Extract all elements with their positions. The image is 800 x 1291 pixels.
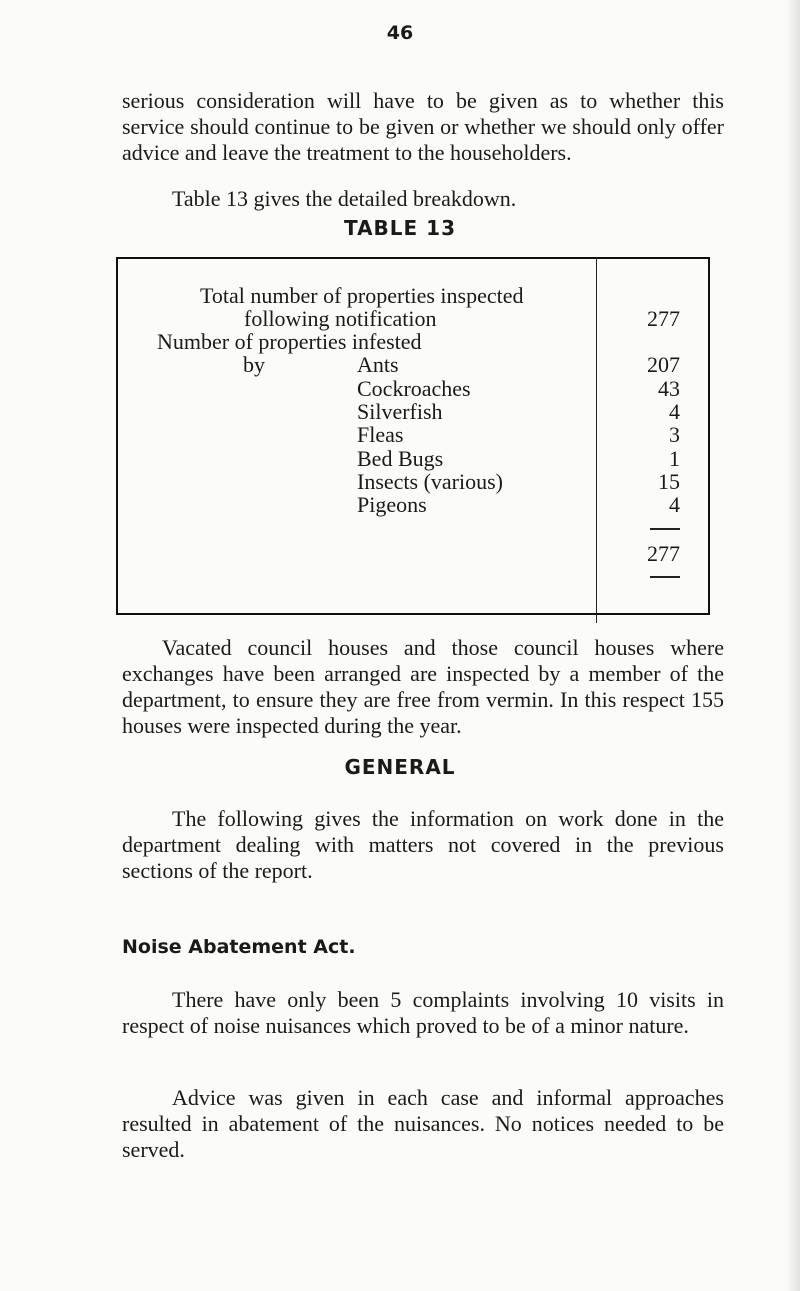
- intro-paragraph: serious consideration will have to be given as to whether this service should continue to be given or whether we should only offer advice and leave the treatment to the householders.: [122, 88, 724, 165]
- pest-value-pigeons: 4: [669, 492, 680, 517]
- pest-value-ants: 207: [647, 352, 680, 377]
- page-edge-shadow: [786, 0, 800, 1291]
- row-total-label-line2: following notification: [244, 306, 437, 331]
- row-total-value: 277: [647, 306, 680, 331]
- pest-name-silverfish: Silverfish: [357, 399, 443, 424]
- noise-paragraph-2: Advice was given in each case and informal approaches resulted in abatement of the nuisances. No notices needed to be served.: [122, 1085, 724, 1162]
- vacated-paragraph: Vacated council houses and those council houses where exchanges have been arranged are inspected by a member of the department, to ensure they are free from vermin. In this respect 155 houses were inspected during the year.: [122, 635, 724, 738]
- pest-value-insects: 15: [658, 469, 680, 494]
- noise-paragraph-1: There have only been 5 complaints involving 10 visits in respect of noise nuisances which proved to be of a minor nature.: [122, 987, 724, 1038]
- pest-name-cockroaches: Cockroaches: [357, 376, 471, 401]
- pest-value-fleas: 3: [669, 422, 680, 447]
- table-intro-text: Table 13 gives the detailed breakdown.: [172, 186, 517, 211]
- pest-value-cockroaches: 43: [658, 376, 680, 401]
- pest-name-bed-bugs: Bed Bugs: [357, 446, 444, 471]
- noise-heading: Noise Abatement Act.: [122, 936, 356, 958]
- table-title: TABLE 13: [343, 216, 456, 240]
- by-label: by: [243, 352, 265, 377]
- pest-name-insects: Insects (various): [357, 469, 504, 494]
- row-total-label-line1: Total number of properties inspected: [200, 283, 524, 308]
- sum-total-value: 277: [647, 541, 680, 566]
- general-paragraph: The following gives the information on work done in the department dealing with matters not covered in the previous sections of the report.: [122, 806, 724, 883]
- infested-label: Number of properties infested: [157, 329, 422, 354]
- pest-value-bed-bugs: 1: [669, 446, 680, 471]
- general-heading: GENERAL: [344, 755, 456, 779]
- pest-value-silverfish: 4: [669, 399, 680, 424]
- pest-name-pigeons: Pigeons: [357, 492, 427, 517]
- sum-rule-bottom: [650, 576, 680, 578]
- table-column-divider: [596, 257, 597, 623]
- page-number: 46: [386, 22, 414, 44]
- pest-name-ants: Ants: [357, 352, 399, 377]
- sum-rule-top: [650, 528, 680, 530]
- pest-name-fleas: Fleas: [357, 422, 404, 447]
